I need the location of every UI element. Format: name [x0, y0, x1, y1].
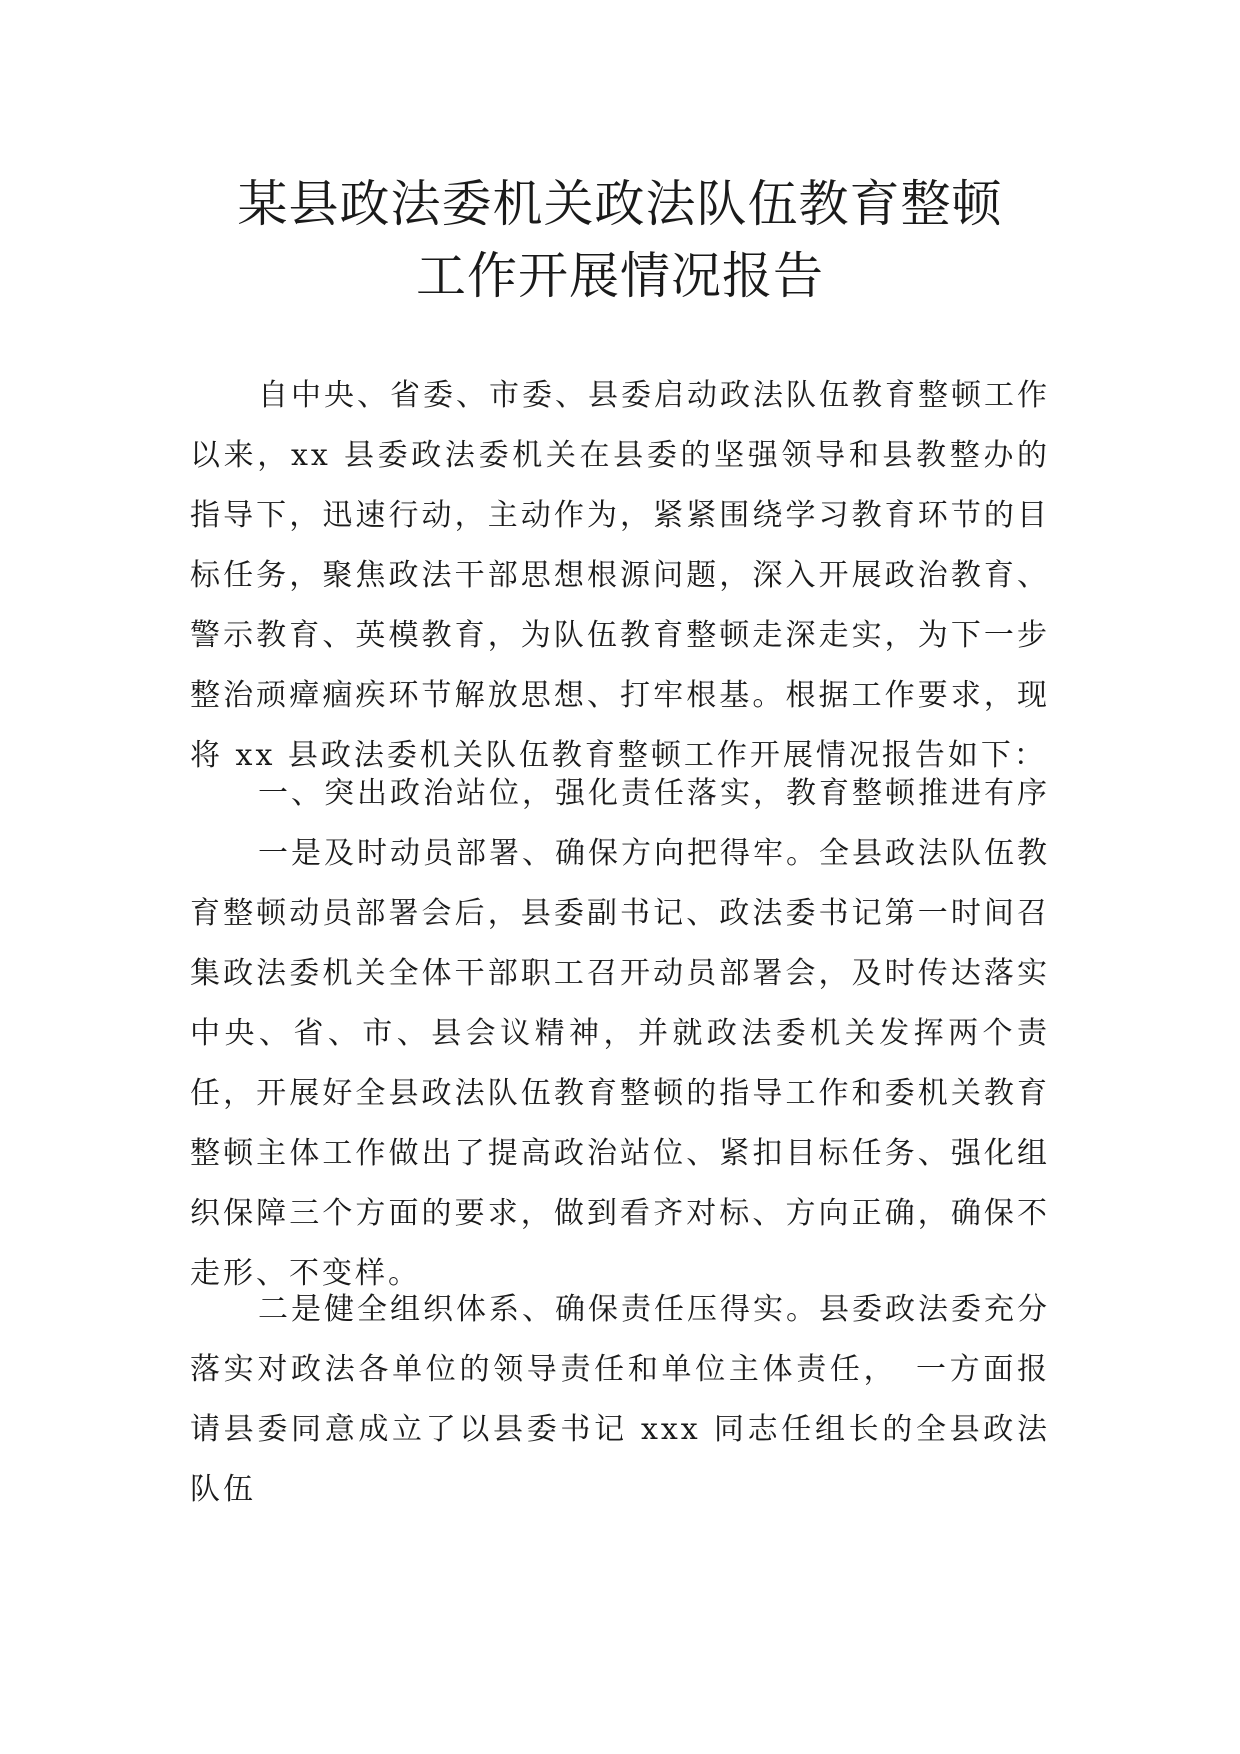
- document-title-line-2: 工作开展情况报告: [416, 247, 824, 305]
- paragraph-point-1: 一是及时动员部署、确保方向把得牢。全县政法队伍教育整顿动员部署会后，县委副书记、政法委书记第一时间召集政法委机关全体干部职工召开动员部署会，及时传达落实中央、省、市、县会议精神，并就政法委机关发挥两个责任，开展好全县政法队伍教育整顿的指导工作和委机关教育整顿主体工作做出了提高政治站位、紧扣目标任务、强化组织保障三个方面的要求，做到看齐对标、方向正确，确保不走形、不变样。: [190, 836, 1050, 1291]
- section-heading-1: 一、突出政治站位，强化责任落实，教育整顿推进有序: [258, 776, 1050, 811]
- paragraph-intro: 自中央、省委、市委、县委启动政法队伍教育整顿工作以来，xx 县委政法委机关在县委的坚强领导和县教整办的指导下，迅速行动，主动作为，紧紧围绕学习教育环节的目标任务，聚焦政法干部思想根源问题，深入开展政治教育、警示教育、英模教育，为队伍教育整顿走深走实，为下一步整治顽瘴痼疾环节解放思想、打牢根基。根据工作要求，现将 xx 县政法委机关队伍教育整顿工作开展情况报告如下：: [190, 378, 1050, 773]
- document-title-line-1: 某县政法委机关政法队伍教育整顿: [237, 175, 1003, 233]
- paragraph-point-2: 二是健全组织体系、确保责任压得实。县委政法委充分落实对政法各单位的领导责任和单位主体责任， 一方面报请县委同意成立了以县委书记 xxx 同志任组长的全县政法队伍: [190, 1292, 1050, 1507]
